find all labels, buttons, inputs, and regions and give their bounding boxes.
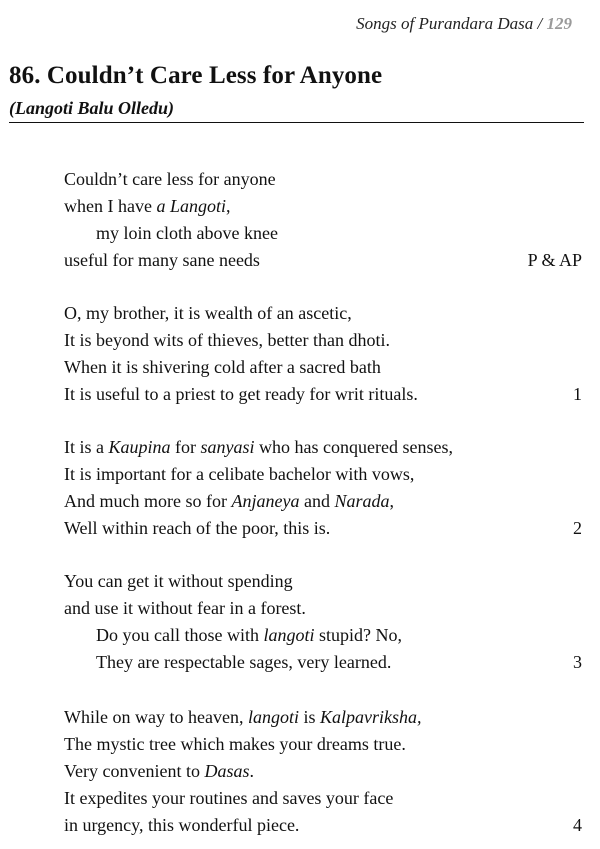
poem-line — [64, 649, 584, 676]
poem-line — [64, 622, 584, 649]
line-text: . — [249, 761, 254, 781]
italic-term: langoti — [247, 707, 299, 727]
stanza-1 — [64, 300, 584, 408]
line-text: Well within reach of the poor, this is. — [64, 518, 331, 538]
song-title: 86. Couldn’t Care Less for Anyone — [9, 62, 383, 89]
line-text: stupid? No, — [314, 625, 402, 645]
poem-line — [64, 300, 584, 327]
poem-line — [64, 381, 584, 408]
page-number: 129 — [546, 14, 572, 33]
italic-term: Dasas — [204, 761, 250, 781]
stanza-3 — [64, 568, 584, 676]
line-text: The mystic tree which makes your dreams true. — [64, 734, 406, 754]
line-text: It is important for a celibate bachelor with vows, — [64, 464, 415, 484]
line-text: and — [299, 491, 335, 511]
line-text: You can get it without spending — [64, 571, 293, 591]
stanza-4 — [64, 704, 584, 839]
line-text: And much more so for — [64, 491, 232, 511]
line-text: , — [225, 196, 231, 216]
poem-line — [64, 166, 584, 193]
poem-line — [64, 488, 584, 515]
poem-line — [64, 785, 584, 812]
line-text: Couldn’t care less for anyone — [64, 169, 276, 189]
line-text: for — [170, 437, 201, 457]
stanza-refrain — [64, 166, 584, 274]
line-text: useful for many sane needs — [64, 250, 260, 270]
line-text: Do you call those with — [96, 625, 264, 645]
poem-line — [64, 327, 584, 354]
running-head-text: Songs of Purandara Dasa / — [356, 14, 547, 33]
line-text: It is beyond wits of thieves, better than dhoti. — [64, 330, 390, 350]
italic-term: Anjaneya — [231, 491, 300, 511]
italic-term: Kaupina — [108, 437, 171, 457]
poem-line — [64, 434, 584, 461]
line-text: my loin cloth above knee — [96, 223, 278, 243]
line-text: Very convenient to — [64, 761, 205, 781]
stanza-marker: P & AP — [527, 250, 582, 270]
title-rule — [9, 122, 584, 123]
poem-line — [64, 193, 584, 220]
line-text: It is a — [64, 437, 109, 457]
poem-line — [64, 704, 584, 731]
poem-line — [64, 354, 584, 381]
italic-term: sanyasi — [200, 437, 255, 457]
italic-term: a Langoti — [156, 196, 226, 216]
line-text: in urgency, this wonderful piece. — [64, 815, 300, 835]
italic-term: Kalpavriksha, — [319, 707, 422, 727]
line-text: It is useful to a priest to get ready for writ rituals. — [64, 384, 418, 404]
line-text: It expedites your routines and saves your face — [64, 788, 394, 808]
line-text: O, my brother, it is wealth of an ascetic, — [64, 303, 352, 323]
line-text: They are respectable sages, very learned. — [96, 652, 392, 672]
line-text: who has conquered senses, — [254, 437, 453, 457]
stanza-2 — [64, 434, 584, 542]
poem-line — [64, 595, 584, 622]
poem-line — [64, 568, 584, 595]
line-text: While on way to heaven, — [64, 707, 248, 727]
poem-line — [64, 731, 584, 758]
song-subtitle: (Langoti Balu Olledu) — [9, 98, 175, 118]
stanza-marker: 3 — [573, 652, 582, 672]
poem-line — [64, 758, 584, 785]
running-head — [356, 14, 572, 34]
stanza-marker: 4 — [573, 815, 582, 835]
poem-line — [64, 461, 584, 488]
line-text: is — [298, 707, 320, 727]
line-text: When it is shivering cold after a sacred bath — [64, 357, 381, 377]
stanza-marker: 2 — [573, 518, 582, 538]
line-text: and use it without fear in a forest. — [64, 598, 306, 618]
italic-term: Narada — [334, 491, 390, 511]
line-text: when I have — [64, 196, 157, 216]
poem-line — [64, 220, 584, 247]
poem-line — [64, 247, 584, 274]
line-text: , — [389, 491, 394, 511]
italic-term: langoti — [263, 625, 315, 645]
stanza-marker: 1 — [573, 384, 582, 404]
poem-line — [64, 812, 584, 839]
poem-line — [64, 515, 584, 542]
